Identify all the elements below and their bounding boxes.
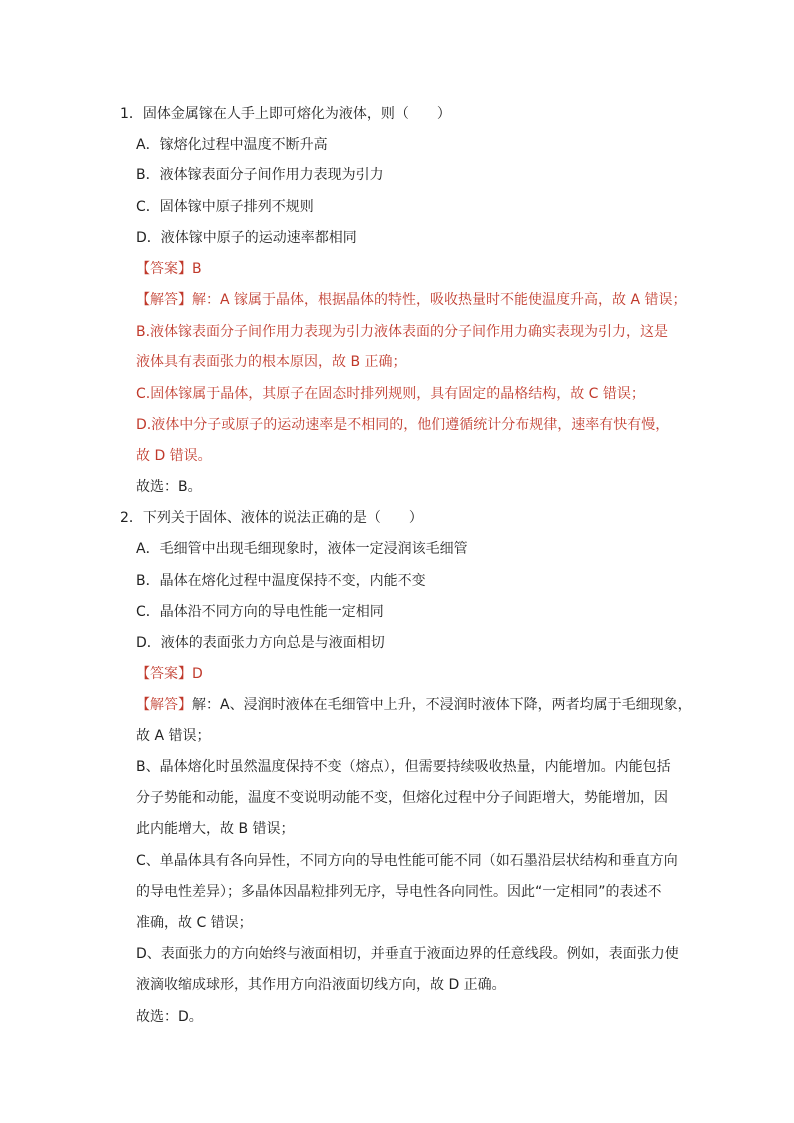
question-2-option-a: A．毛细管中出现毛细现象时，液体一定浸润该毛细管 (136, 541, 468, 557)
question-2-explanation-line-8: 准确，故 C 错误； (136, 915, 253, 931)
question-2-explanation-line-2: 故 A 错误； (136, 728, 211, 744)
question-2-explanation-line-10: 液滴收缩成球形，其作用方向沿液面切线方向，故 D 正确。 (136, 977, 506, 993)
question-1-option-d: D．液体镓中原子的运动速率都相同 (136, 230, 357, 246)
question-1-option-b: B．液体镓表面分子间作用力表现为引力 (136, 167, 384, 183)
question-2-explanation-line-1 (136, 695, 692, 715)
answer-tag: 【答案】 (136, 666, 192, 682)
question-2-explanation-line-6: C、单晶体具有各向异性，不同方向的导电性能可能不同（如石墨沿层状结构和垂直方向 (136, 853, 678, 869)
question-1-explanation-line-2: B.液体镓表面分子间作用力表现为引力液体表面的分子间作用力确实表现为引力，这是 (136, 324, 669, 340)
question-1-option-a: A．镓熔化过程中温度不断升高 (136, 137, 328, 153)
question-1-explanation-line-1 (136, 290, 687, 310)
question-2-choose: 故选：D。 (136, 1009, 203, 1025)
question-2-stem: 2．下列关于固体、液体的说法正确的是（ ） (120, 510, 423, 526)
question-1-answer (136, 259, 202, 279)
question-2-answer (136, 664, 203, 684)
question-2-explanation-line-7: 的导电性差异）；多晶体因晶粒排列无序，导电性各向同性。因此“一定相同”的表述不 (136, 884, 662, 900)
explain-text: 解：A、浸润时液体在毛细管中上升，不浸润时液体下降，两者均属于毛细现象， (192, 697, 692, 713)
explain-tag: 【解答】 (136, 292, 192, 308)
question-1-explanation-line-6: 故 D 错误。 (136, 448, 212, 464)
explain-tag: 【解答】 (136, 697, 192, 713)
answer-value: B (192, 261, 202, 277)
question-2-explanation-line-4: 分子势能和动能，温度不变说明动能不变，但熔化过程中分子间距增大，势能增加，因 (136, 790, 668, 806)
question-2-explanation-line-9: D、表面张力的方向始终与液面相切，并垂直于液面边界的任意线段。例如，表面张力使 (136, 946, 679, 962)
explain-text: 解：A 镓属于晶体，根据晶体的特性，吸收热量时不能使温度升高，故 A 错误； (192, 292, 687, 308)
question-1-stem: 1．固体金属镓在人手上即可熔化为液体，则（ ） (120, 106, 451, 122)
question-2-option-b: B．晶体在熔化过程中温度保持不变，内能不变 (136, 573, 426, 589)
question-2-explanation-line-3: B、晶体熔化时虽然温度保持不变（熔点），但需要持续吸收热量，内能增加。内能包括 (136, 759, 671, 775)
question-2-explanation-line-5: 此内能增大，故 B 错误； (136, 821, 295, 837)
question-2-option-c: C．晶体沿不同方向的导电性能一定相同 (136, 604, 384, 620)
question-1-choose: 故选：B。 (136, 479, 202, 495)
question-1-option-c: C．固体镓中原子排列不规则 (136, 199, 314, 215)
answer-tag: 【答案】 (136, 261, 192, 277)
answer-value: D (192, 666, 203, 682)
question-1-explanation-line-3: 液体具有表面张力的根本原因，故 B 正确； (136, 354, 407, 370)
question-1-explanation-line-4: C.固体镓属于晶体，其原子在固态时排列规则，具有固定的晶格结构，故 C 错误； (136, 386, 645, 402)
question-2-option-d: D．液体的表面张力方向总是与液面相切 (136, 635, 385, 651)
question-1-explanation-line-5: D.液体中分子或原子的运动速率是不相同的，他们遵循统计分布规律，速率有快有慢， (136, 417, 670, 433)
